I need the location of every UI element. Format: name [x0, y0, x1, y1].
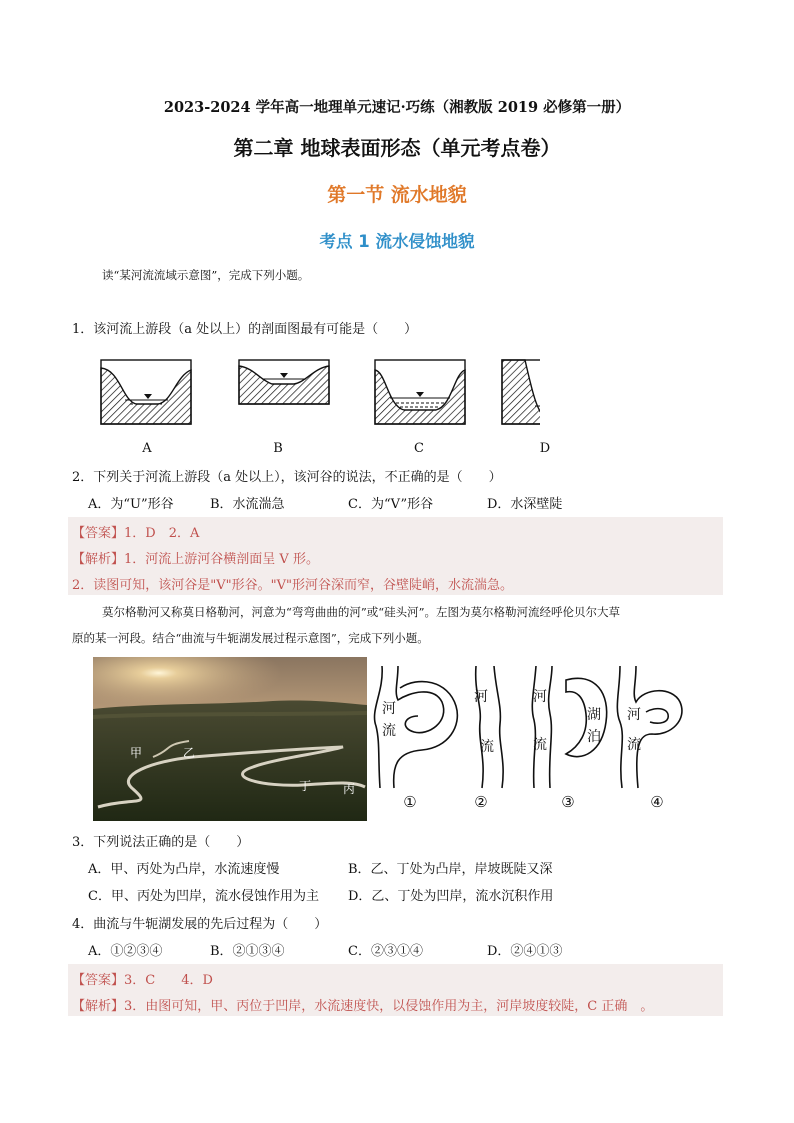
analysis-label: 【解析】 — [72, 999, 125, 1014]
intro-text-2-line-1: 莫尔格勒河又称莫日格勒河，河意为“弯弯曲曲的河”或“硅头河”。左图为莫尔格勒河流经呼伦贝尔大草 — [102, 605, 621, 619]
q4-option-d: D．②④①③ — [487, 944, 563, 959]
meander-char: 泊 — [587, 729, 601, 745]
meander-text-2b — [480, 736, 496, 758]
analysis-1-line-1 — [72, 548, 319, 567]
meander-oxbow-diagram — [370, 662, 710, 792]
valley-profile-figures — [100, 356, 540, 428]
meander-text-4 — [627, 700, 643, 760]
answer-label: 【答案】 — [72, 973, 125, 988]
meander-char: 流 — [480, 739, 494, 755]
analysis-label: 【解析】 — [72, 552, 125, 567]
q2-option-a: A．为“U”形谷 — [88, 497, 174, 512]
meander-char: 流 — [627, 737, 641, 753]
analysis-2 — [72, 995, 653, 1014]
meander-char: 河 — [474, 689, 488, 705]
answer-label: 【答案】 — [72, 526, 125, 541]
intro-text-1: 读“某河流流域示意图”，完成下列小题。 — [102, 268, 310, 282]
meander-stage-2 — [476, 666, 503, 788]
question-2: 2．下列关于河流上游段（a 处以上），该河谷的说法，不正确的是（ ） — [72, 470, 502, 485]
meander-char: 湖 — [587, 707, 601, 723]
q4-option-a: A．①②③④ — [88, 944, 163, 959]
meander-text-2a — [474, 686, 490, 708]
river-photo — [93, 657, 367, 821]
q4-option-c: C．②③①④ — [348, 944, 423, 959]
chapter-title: 第二章 地球表面形态（单元考点卷） — [233, 136, 561, 160]
section-title: 第一节 流水地貌 — [327, 184, 467, 206]
meander-char: 河 — [533, 689, 547, 705]
profile-d — [502, 360, 540, 424]
answer-text: 3．C 4．D — [124, 973, 213, 988]
profile-label-d: D — [539, 441, 551, 456]
meander-num-4: ④ — [650, 793, 664, 811]
q2-option-b: B．水流湍急 — [210, 497, 285, 512]
profile-c — [375, 360, 465, 424]
meander-char: 河 — [627, 707, 641, 723]
meander-char: 流 — [382, 723, 396, 739]
meander-char: 流 — [533, 737, 547, 753]
q4-option-b: B．②①③④ — [210, 944, 285, 959]
analysis-text: 1．河流上游河谷横剖面呈 V 形。 — [124, 552, 319, 567]
meander-text-1 — [382, 698, 398, 742]
q3-option-a: A．甲、丙处为凸岸，水流速度慢 — [88, 862, 280, 877]
profile-a — [101, 360, 191, 424]
photo-label-jia: 甲 — [130, 746, 143, 760]
topic-title: 考点 1 流水侵蚀地貌 — [319, 232, 475, 251]
photo-label-bing: 丙 — [343, 782, 356, 796]
answer-2 — [72, 969, 213, 988]
question-3: 3．下列说法正确的是（ ） — [72, 835, 250, 850]
analysis-1-line-2: 2．读图可知，该河谷是"V"形谷。"V"形河谷深而窄，谷壁陡峭，水流湍急。 — [72, 578, 513, 593]
profile-label-a: A — [142, 441, 152, 456]
question-4: 4．曲流与牛轭湖发展的先后过程为（ ） — [72, 917, 328, 932]
photo-label-yi: 乙 — [183, 746, 196, 760]
question-1: 1．该河流上游段（a 处以上）的剖面图最有可能是（ ） — [72, 322, 418, 337]
q3-option-b: B．乙、丁处为凸岸，岸坡既陡又深 — [348, 862, 553, 877]
doc-series-title: 2023-2024 学年高一地理单元速记·巧练（湘教版 2019 必修第一册） — [163, 99, 631, 116]
meander-text-lake — [587, 704, 603, 748]
profile-b — [239, 360, 329, 404]
profile-label-b: B — [273, 441, 283, 456]
answer-text: 1．D 2．A — [124, 526, 200, 541]
meander-text-3b — [533, 734, 549, 756]
meander-num-2: ② — [474, 793, 488, 811]
q2-option-c: C．为“V”形谷 — [348, 497, 434, 512]
meander-text-3a — [533, 686, 549, 708]
meander-num-1: ① — [403, 793, 417, 811]
profile-label-c: C — [414, 441, 424, 456]
intro-text-2-line-2: 原的某一河段。结合“曲流与牛轭湖发展过程示意图”，完成下列小题。 — [72, 631, 429, 645]
photo-label-ding: 丁 — [299, 779, 312, 793]
q2-option-d: D．水深壁陡 — [487, 497, 563, 512]
q3-option-d: D．乙、丁处为凹岸，流水沉积作用 — [348, 889, 554, 904]
analysis-text: 3．由图可知，甲、丙位于凹岸，水流速度快，以侵蚀作用为主，河岸坡度较陡，C 正确 。 — [124, 999, 654, 1014]
answer-1 — [72, 522, 199, 541]
q3-option-c: C．甲、丙处为凹岸，流水侵蚀作用为主 — [88, 889, 319, 904]
meander-char: 河 — [382, 701, 396, 717]
meander-num-3: ③ — [561, 793, 575, 811]
